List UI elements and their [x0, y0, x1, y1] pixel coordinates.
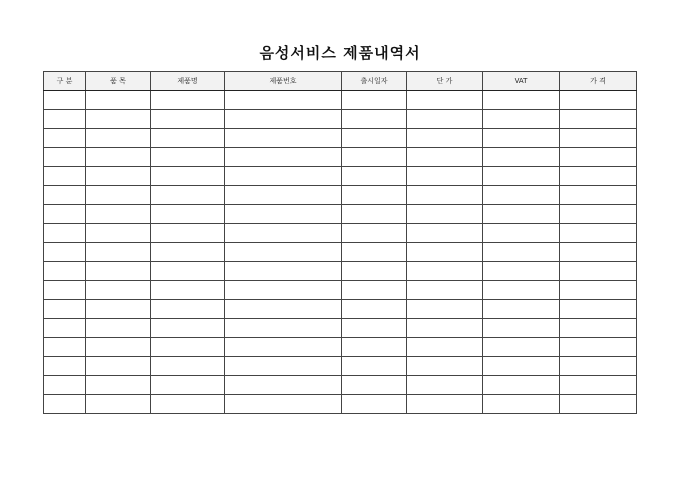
table-cell — [44, 262, 86, 281]
header-category: 구 분 — [44, 72, 86, 91]
table-cell — [44, 338, 86, 357]
table-cell — [483, 262, 560, 281]
table-cell — [44, 376, 86, 395]
table-cell — [225, 91, 342, 110]
table-cell — [483, 167, 560, 186]
table-row — [44, 300, 637, 319]
table-cell — [151, 148, 225, 167]
table-row — [44, 395, 637, 414]
table-cell — [342, 224, 407, 243]
table-cell — [483, 205, 560, 224]
table-cell — [86, 300, 151, 319]
table-cell — [151, 167, 225, 186]
table-cell — [342, 338, 407, 357]
document-title: 음성서비스 제품내역서 — [259, 44, 421, 62]
table-cell — [44, 281, 86, 300]
table-cell — [151, 110, 225, 129]
table-cell — [86, 319, 151, 338]
table-cell — [151, 243, 225, 262]
table-cell — [560, 129, 637, 148]
table-cell — [225, 262, 342, 281]
table-cell — [86, 224, 151, 243]
table-cell — [483, 148, 560, 167]
table-row — [44, 357, 637, 376]
table-cell — [342, 91, 407, 110]
table-cell — [483, 110, 560, 129]
table-cell — [560, 186, 637, 205]
table-cell — [407, 357, 483, 376]
table-cell — [151, 338, 225, 357]
table-cell — [151, 376, 225, 395]
table-cell — [342, 205, 407, 224]
table-cell — [407, 110, 483, 129]
table-body — [44, 91, 637, 414]
table-cell — [407, 167, 483, 186]
table-cell — [483, 319, 560, 338]
table-cell — [151, 319, 225, 338]
table-cell — [407, 243, 483, 262]
table-cell — [342, 110, 407, 129]
table-cell — [560, 376, 637, 395]
table-cell — [44, 395, 86, 414]
table-cell — [407, 148, 483, 167]
table-cell — [342, 129, 407, 148]
table-cell — [560, 110, 637, 129]
table-cell — [151, 224, 225, 243]
table-cell — [225, 395, 342, 414]
table-cell — [342, 300, 407, 319]
table-cell — [225, 224, 342, 243]
table-cell — [560, 300, 637, 319]
table-cell — [86, 148, 151, 167]
table-row — [44, 376, 637, 395]
table-cell — [407, 91, 483, 110]
table-cell — [151, 300, 225, 319]
table-cell — [44, 205, 86, 224]
table-cell — [44, 148, 86, 167]
table-cell — [560, 281, 637, 300]
table-cell — [86, 110, 151, 129]
table-cell — [44, 300, 86, 319]
table-cell — [407, 262, 483, 281]
table-row — [44, 148, 637, 167]
table-cell — [342, 281, 407, 300]
table-cell — [560, 148, 637, 167]
table-cell — [407, 376, 483, 395]
table-cell — [483, 300, 560, 319]
table-cell — [225, 110, 342, 129]
table-cell — [86, 262, 151, 281]
table-cell — [225, 357, 342, 376]
table-cell — [342, 186, 407, 205]
table-cell — [407, 186, 483, 205]
table-cell — [483, 338, 560, 357]
table-cell — [407, 319, 483, 338]
table-cell — [560, 338, 637, 357]
table-cell — [342, 395, 407, 414]
table-cell — [342, 148, 407, 167]
table-cell — [151, 357, 225, 376]
table-cell — [151, 91, 225, 110]
table-row — [44, 262, 637, 281]
table-cell — [342, 243, 407, 262]
table-cell — [225, 300, 342, 319]
table-cell — [151, 186, 225, 205]
table-cell — [225, 338, 342, 357]
table-row — [44, 91, 637, 110]
table-cell — [86, 129, 151, 148]
table-row — [44, 186, 637, 205]
table-cell — [407, 224, 483, 243]
table-cell — [225, 129, 342, 148]
table-cell — [483, 91, 560, 110]
table-cell — [44, 357, 86, 376]
table-cell — [44, 129, 86, 148]
table-cell — [44, 110, 86, 129]
table-cell — [86, 395, 151, 414]
table-cell — [560, 319, 637, 338]
table-cell — [225, 376, 342, 395]
table-cell — [225, 319, 342, 338]
table-cell — [560, 357, 637, 376]
table-cell — [225, 186, 342, 205]
table-cell — [483, 357, 560, 376]
table-row — [44, 281, 637, 300]
table-cell — [151, 205, 225, 224]
table-cell — [44, 91, 86, 110]
table-cell — [151, 262, 225, 281]
table-cell — [342, 319, 407, 338]
table-cell — [86, 243, 151, 262]
header-price: 가 격 — [560, 72, 637, 91]
header-release-date: 출시일자 — [342, 72, 407, 91]
table-row — [44, 110, 637, 129]
table-cell — [560, 205, 637, 224]
header-vat: VAT — [483, 72, 560, 91]
table-cell — [225, 281, 342, 300]
table-cell — [86, 167, 151, 186]
table-cell — [560, 167, 637, 186]
table-row — [44, 338, 637, 357]
table-cell — [44, 243, 86, 262]
table-cell — [86, 357, 151, 376]
table-cell — [560, 224, 637, 243]
table-cell — [151, 129, 225, 148]
table-cell — [560, 262, 637, 281]
table-cell — [225, 167, 342, 186]
table-cell — [560, 91, 637, 110]
table-cell — [86, 91, 151, 110]
table-cell — [407, 281, 483, 300]
table-cell — [86, 338, 151, 357]
table-cell — [44, 167, 86, 186]
table-cell — [407, 129, 483, 148]
table-cell — [44, 319, 86, 338]
table-cell — [342, 376, 407, 395]
table-cell — [560, 243, 637, 262]
table-cell — [483, 395, 560, 414]
table-cell — [86, 376, 151, 395]
table-cell — [342, 262, 407, 281]
table-cell — [86, 186, 151, 205]
table-row — [44, 129, 637, 148]
table-cell — [342, 167, 407, 186]
table-cell — [407, 300, 483, 319]
table-cell — [483, 224, 560, 243]
table-cell — [44, 224, 86, 243]
table-cell — [151, 281, 225, 300]
header-product-number: 제품번호 — [225, 72, 342, 91]
header-row — [44, 72, 637, 91]
table-row — [44, 224, 637, 243]
table-cell — [483, 281, 560, 300]
table-cell — [483, 243, 560, 262]
table-row — [44, 243, 637, 262]
table-cell — [407, 395, 483, 414]
header-unit-price: 단 가 — [407, 72, 483, 91]
table-cell — [225, 243, 342, 262]
table-cell — [407, 205, 483, 224]
table-cell — [225, 205, 342, 224]
table-cell — [407, 338, 483, 357]
table-cell — [44, 186, 86, 205]
table-cell — [86, 281, 151, 300]
table-cell — [483, 186, 560, 205]
header-item: 품 목 — [86, 72, 151, 91]
table-row — [44, 205, 637, 224]
table-row — [44, 167, 637, 186]
table-cell — [86, 205, 151, 224]
table-cell — [560, 395, 637, 414]
table-cell — [342, 357, 407, 376]
table-row — [44, 319, 637, 338]
header-product-name: 제품명 — [151, 72, 225, 91]
table-cell — [151, 395, 225, 414]
table-cell — [225, 148, 342, 167]
table-cell — [483, 376, 560, 395]
table-cell — [483, 129, 560, 148]
product-list-table — [43, 71, 637, 414]
